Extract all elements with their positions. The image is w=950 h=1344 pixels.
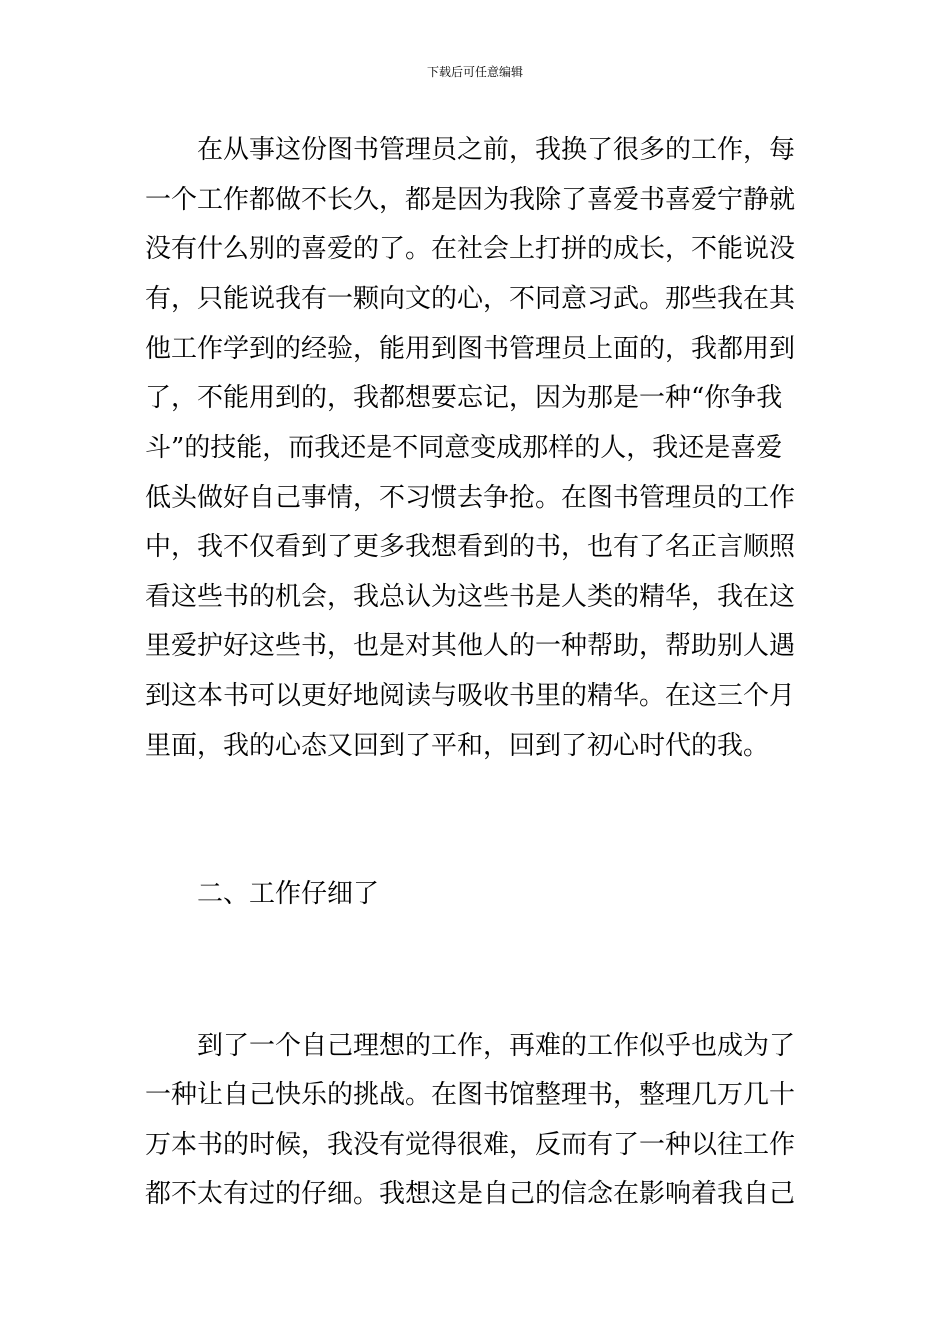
paragraph-line: 里爱护好这些书，也是对其他人的一种帮助，帮助别人遇 xyxy=(145,631,796,661)
paragraph-line: 一种让自己快乐的挑战。在图书馆整理书，整理几万几十 xyxy=(145,1080,796,1110)
paragraph-line: 了，不能用到的，我都想要忘记，因为那是一种“你争我 xyxy=(145,383,783,413)
paragraph-line: 到这本书可以更好地阅读与吸收书里的精华。在这三个月 xyxy=(145,681,796,711)
page-header: 下载后可任意编辑 xyxy=(426,65,523,79)
paragraph-line: 斗”的技能，而我还是不同意变成那样的人，我还是喜爱 xyxy=(145,433,783,463)
section-heading: 二、工作仔细了 xyxy=(145,879,380,909)
paragraph-line: 都不太有过的仔细。我想这是自己的信念在影响着我自己 xyxy=(145,1179,796,1209)
paragraph-line: 低头做好自己事情，不习惯去争抢。在图书管理员的工作 xyxy=(145,483,796,513)
paragraph-line: 看这些书的机会，我总认为这些书是人类的精华，我在这 xyxy=(145,582,796,612)
paragraph-line: 到了一个自己理想的工作，再难的工作似乎也成为了 xyxy=(145,1031,796,1061)
paragraph-line: 有，只能说我有一颗向文的心，不同意习武。那些我在其 xyxy=(145,284,796,314)
paragraph-line: 中，我不仅看到了更多我想看到的书，也有了名正言顺照 xyxy=(145,532,796,562)
paragraph-line: 万本书的时候，我没有觉得很难，反而有了一种以往工作 xyxy=(145,1130,796,1160)
paragraph-line: 在从事这份图书管理员之前，我换了很多的工作，每 xyxy=(145,135,796,165)
paragraph-line: 没有什么别的喜爱的了。在社会上打拼的成长，不能说没 xyxy=(145,234,796,264)
paragraph-line: 里面，我的心态又回到了平和，回到了初心时代的我。 xyxy=(145,731,770,761)
paragraph-line: 他工作学到的经验，能用到图书管理员上面的，我都用到 xyxy=(145,334,796,364)
paragraph-line: 一个工作都做不长久，都是因为我除了喜爱书喜爱宁静就 xyxy=(145,185,796,215)
